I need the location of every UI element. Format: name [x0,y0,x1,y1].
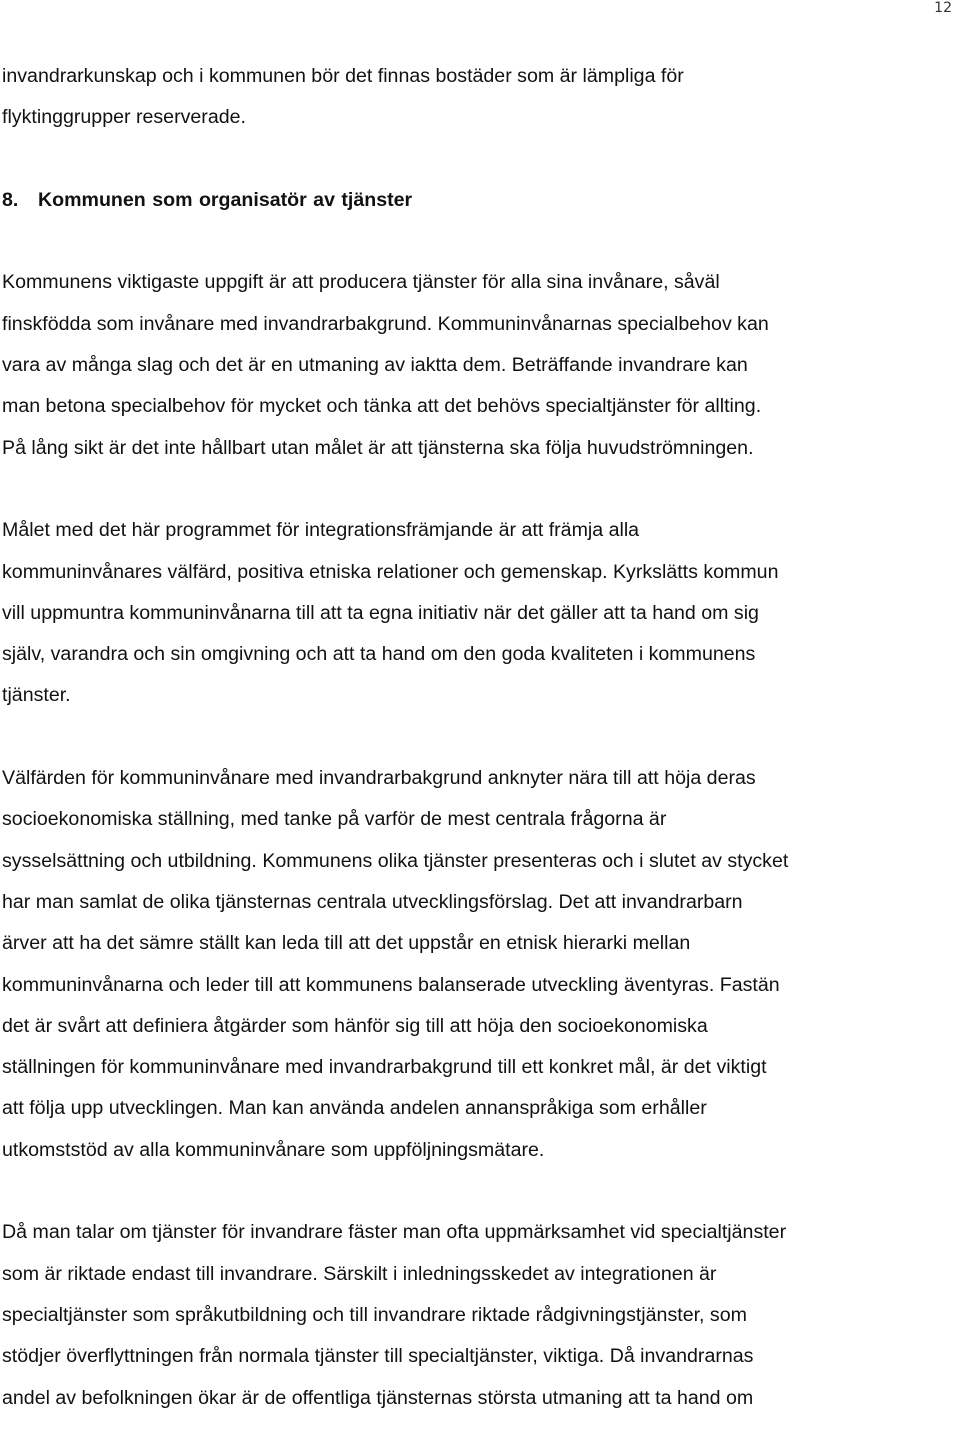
intro-paragraph [2,56,958,139]
text-line: kommuninvånarna och leder till att kommunens balanserade utveckling äventyras. Fastän [2,973,780,996]
text-line: att följa upp utvecklingen. Man kan använda andelen annanspråkiga som erhåller [2,1097,707,1120]
body-paragraph [2,262,958,468]
text-line: sysselsättning och utbildning. Kommunens olika tjänster presenteras och i slutet av stycket [2,849,789,872]
text-line: andel av befolkningen ökar är de offentliga tjänsternas största utmaning att ta hand om [2,1386,754,1409]
text-line: stödjer överflyttningen från normala tjänster till specialtjänster, viktiga. Då invandrarnas [2,1345,754,1368]
text-line: specialtjänster som språkutbildning och till invandrare riktade rådgivningstjänster, som [2,1303,747,1326]
body-paragraph [2,1212,958,1418]
document-body [2,56,958,1419]
text-line: ärver att ha det sämre ställt kan leda till att det uppstår en etnisk hierarki mellan [2,932,691,955]
paragraph-spacer [2,469,958,510]
text-line: finskfödda som invånare med invandrarbakgrund. Kommuninvånarnas specialbehov kan [2,312,769,335]
text-line: flyktinggrupper reserverade. [2,106,246,129]
text-line: man betona specialbehov för mycket och tänka att det behövs specialtjänster för allting. [2,395,762,418]
text-line: socioekonomiska ställning, med tanke på varför de mest centrala frågorna är [2,808,667,831]
text-line: Då man talar om tjänster för invandrare fäster man ofta uppmärksamhet vid specialtjänster [2,1221,787,1244]
body-paragraph [2,758,958,1171]
section-number: 8. [2,188,19,211]
paragraph-spacer [2,221,958,262]
text-line: som är riktade endast till invandrare. Särskilt i inledningsskedet av integrationen är [2,1262,717,1285]
section-heading [2,180,958,221]
paragraph-spacer [2,1171,958,1212]
text-line: utkomststöd av alla kommuninvånare som uppföljningsmätare. [2,1138,545,1161]
text-line: Målet med det här programmet för integrationsfrämjande är att främja alla [2,519,640,542]
text-line: Välfärden för kommuninvånare med invandrarbakgrund anknyter nära till att höja deras [2,767,756,790]
text-line: invandrarkunskap och i kommunen bör det finnas bostäder som är lämpliga för [2,65,684,87]
text-line: ställningen för kommuninvånare med invandrarbakgrund till ett konkret mål, är det viktigt [2,1056,767,1079]
section-title: Kommunen som organisatör av tjänster [38,188,413,211]
text-line: har man samlat de olika tjänsternas centrala utvecklingsförslag. Det att invandrarbarn [2,890,743,913]
text-line: själv, varandra och sin omgivning och att ta hand om den goda kvaliteten i kommunens [2,643,756,666]
text-line: vill uppmuntra kommuninvånarna till att ta egna initiativ när det gäller att ta hand om sig [2,601,759,624]
text-line: det är svårt att definiera åtgärder som hänför sig till att höja den socioekonomiska [2,1014,708,1037]
page-number: 12 [934,0,952,16]
text-line: På lång sikt är det inte hållbart utan målet är att tjänsterna ska följa huvudströmningen. [2,436,754,459]
text-line: vara av många slag och det är en utmaning av iaktta dem. Beträffande invandrare kan [2,354,748,377]
text-line: Kommunens viktigaste uppgift är att producera tjänster för alla sina invånare, såväl [2,271,720,294]
paragraph-spacer [2,139,958,180]
text-line: tjänster. [2,684,71,707]
text-line: kommuninvånares välfärd, positiva etniska relationer och gemenskap. Kyrkslätts kommun [2,560,779,583]
paragraph-spacer [2,717,958,758]
body-paragraph [2,510,958,716]
